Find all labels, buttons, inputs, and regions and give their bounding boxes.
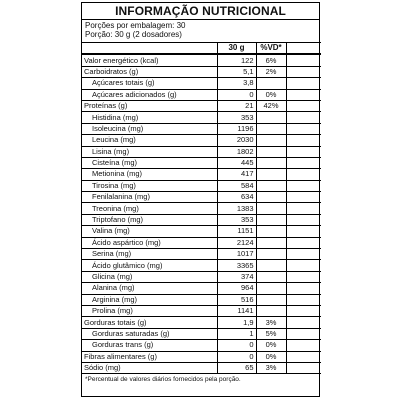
nutrient-dv [256,78,286,89]
nutrient-name: Cisteína (mg) [82,157,217,168]
blank-cell [286,180,321,191]
servings-per-pack: Porções por embalagem: 30 [85,21,186,30]
table-row [82,249,321,260]
nutrient-dv [256,169,286,180]
nutrient-dv: 0% [256,351,286,362]
blank-cell [286,123,321,134]
nutrient-value: 634 [217,192,256,203]
nutrient-value: 0 [217,89,256,100]
nutrient-dv [256,283,286,294]
nutrient-value: 1151 [217,226,256,237]
nutrient-name: Isoleucina (mg) [82,123,217,134]
nutrient-dv [256,260,286,271]
nutrient-value: 3,8 [217,78,256,89]
nutrient-name: Proteínas (g) [82,100,217,111]
table-row [82,317,321,328]
blank-cell [286,66,321,77]
serving-info [82,20,319,42]
blank-cell [286,112,321,123]
nutrition-table [82,42,321,374]
nutrient-value: 964 [217,283,256,294]
nutrient-value: 21 [217,100,256,111]
table-row [82,146,321,157]
nutrient-value: 1,9 [217,317,256,328]
nutrient-name: Histidina (mg) [82,112,217,123]
blank-cell [286,283,321,294]
serving-size: Porção: 30 g (2 dosadores) [85,30,182,39]
nutrient-dv [256,180,286,191]
nutrient-name: Ácido aspártico (mg) [82,237,217,248]
blank-cell [286,54,321,66]
blank-cell [286,100,321,111]
table-row [82,123,321,134]
table-row [82,283,321,294]
blank-cell [286,89,321,100]
nutrient-dv [256,157,286,168]
nutrient-dv [256,192,286,203]
blank-cell [286,157,321,168]
nutrient-name: Valor energético (kcal) [82,54,217,66]
blank-cell [286,146,321,157]
nutrient-value: 122 [217,54,256,66]
nutrient-value: 417 [217,169,256,180]
blank-cell [286,249,321,260]
blank-cell [286,135,321,146]
table-row [82,294,321,305]
table-row [82,226,321,237]
nutrient-dv [256,135,286,146]
nutrient-name: Fenilalanina (mg) [82,192,217,203]
nutrient-value: 1 [217,328,256,339]
table-header-row [82,43,321,55]
table-row [82,203,321,214]
blank-cell [286,78,321,89]
table-row [82,66,321,77]
nutrient-dv [256,226,286,237]
table-row [82,192,321,203]
blank-cell [286,237,321,248]
blank-cell [286,226,321,237]
nutrient-dv: 0% [256,89,286,100]
nutrient-dv [256,146,286,157]
label-title: INFORMAÇÃO NUTRICIONAL [82,3,319,20]
table-row [82,157,321,168]
nutrient-value: 353 [217,112,256,123]
blank-cell [286,328,321,339]
nutrient-name: Carboidratos (g) [82,66,217,77]
header-amount: 30 g [217,43,256,55]
nutrient-dv: 6% [256,54,286,66]
nutrient-name: Alanina (mg) [82,283,217,294]
header-blank [286,43,321,55]
blank-cell [286,203,321,214]
table-row [82,271,321,282]
table-row [82,260,321,271]
blank-cell [286,294,321,305]
nutrient-value: 584 [217,180,256,191]
nutrient-value: 0 [217,340,256,351]
nutrient-name: Fibras alimentares (g) [82,351,217,362]
table-row [82,54,321,66]
nutrient-dv [256,249,286,260]
nutrient-dv [256,123,286,134]
nutrient-name: Tirosina (mg) [82,180,217,191]
table-row [82,112,321,123]
table-row [82,78,321,89]
table-row [82,351,321,362]
table-row [82,328,321,339]
nutrient-name: Glicina (mg) [82,271,217,282]
table-row [82,214,321,225]
nutrient-value: 1196 [217,123,256,134]
nutrient-value: 3365 [217,260,256,271]
nutrient-dv: 2% [256,66,286,77]
nutrient-name: Ácido glutâmico (mg) [82,260,217,271]
nutrient-value: 2124 [217,237,256,248]
blank-cell [286,362,321,373]
table-row [82,180,321,191]
nutrient-name: Serina (mg) [82,249,217,260]
nutrient-dv: 5% [256,328,286,339]
blank-cell [286,169,321,180]
nutrient-value: 445 [217,157,256,168]
table-row [82,362,321,373]
nutrient-name: Arginina (mg) [82,294,217,305]
nutrient-value: 1017 [217,249,256,260]
nutrient-value: 5,1 [217,66,256,77]
table-row [82,340,321,351]
nutrient-value: 65 [217,362,256,373]
nutrition-facts-label [81,2,320,397]
nutrient-dv: 0% [256,340,286,351]
nutrient-value: 2030 [217,135,256,146]
footnote: *Percentual de valores diários fornecidos pela porção. [85,376,241,384]
nutrient-value: 353 [217,214,256,225]
nutrient-dv [256,305,286,316]
nutrient-name: Gorduras totais (g) [82,317,217,328]
nutrient-name: Triptofano (mg) [82,214,217,225]
blank-cell [286,214,321,225]
nutrient-name: Gorduras saturadas (g) [82,328,217,339]
nutrient-dv [256,237,286,248]
nutrient-name: Treonina (mg) [82,203,217,214]
nutrient-value: 1383 [217,203,256,214]
nutrient-dv [256,112,286,123]
blank-cell [286,192,321,203]
nutrient-dv: 3% [256,362,286,373]
nutrient-dv: 42% [256,100,286,111]
blank-cell [286,260,321,271]
table-row [82,169,321,180]
nutrient-name: Lisina (mg) [82,146,217,157]
table-row [82,135,321,146]
nutrient-value: 0 [217,351,256,362]
nutrient-value: 516 [217,294,256,305]
table-row [82,89,321,100]
nutrient-dv [256,214,286,225]
nutrient-value: 374 [217,271,256,282]
blank-cell [286,317,321,328]
nutrient-name: Gorduras trans (g) [82,340,217,351]
nutrient-dv: 3% [256,317,286,328]
blank-cell [286,305,321,316]
blank-cell [286,271,321,282]
nutrient-value: 1141 [217,305,256,316]
blank-cell [286,340,321,351]
table-row [82,100,321,111]
nutrient-name: Açúcares adicionados (g) [82,89,217,100]
nutrient-name: Metionina (mg) [82,169,217,180]
nutrient-name: Leucina (mg) [82,135,217,146]
nutrient-value: 1802 [217,146,256,157]
header-nutrient [82,43,217,55]
nutrient-dv [256,271,286,282]
header-dv: %VD* [256,43,286,55]
nutrient-dv [256,294,286,305]
nutrient-dv [256,203,286,214]
table-row [82,305,321,316]
nutrient-name: Valina (mg) [82,226,217,237]
nutrient-name: Sódio (mg) [82,362,217,373]
blank-cell [286,351,321,362]
nutrient-name: Prolina (mg) [82,305,217,316]
table-row [82,237,321,248]
nutrient-name: Açúcares totais (g) [82,78,217,89]
